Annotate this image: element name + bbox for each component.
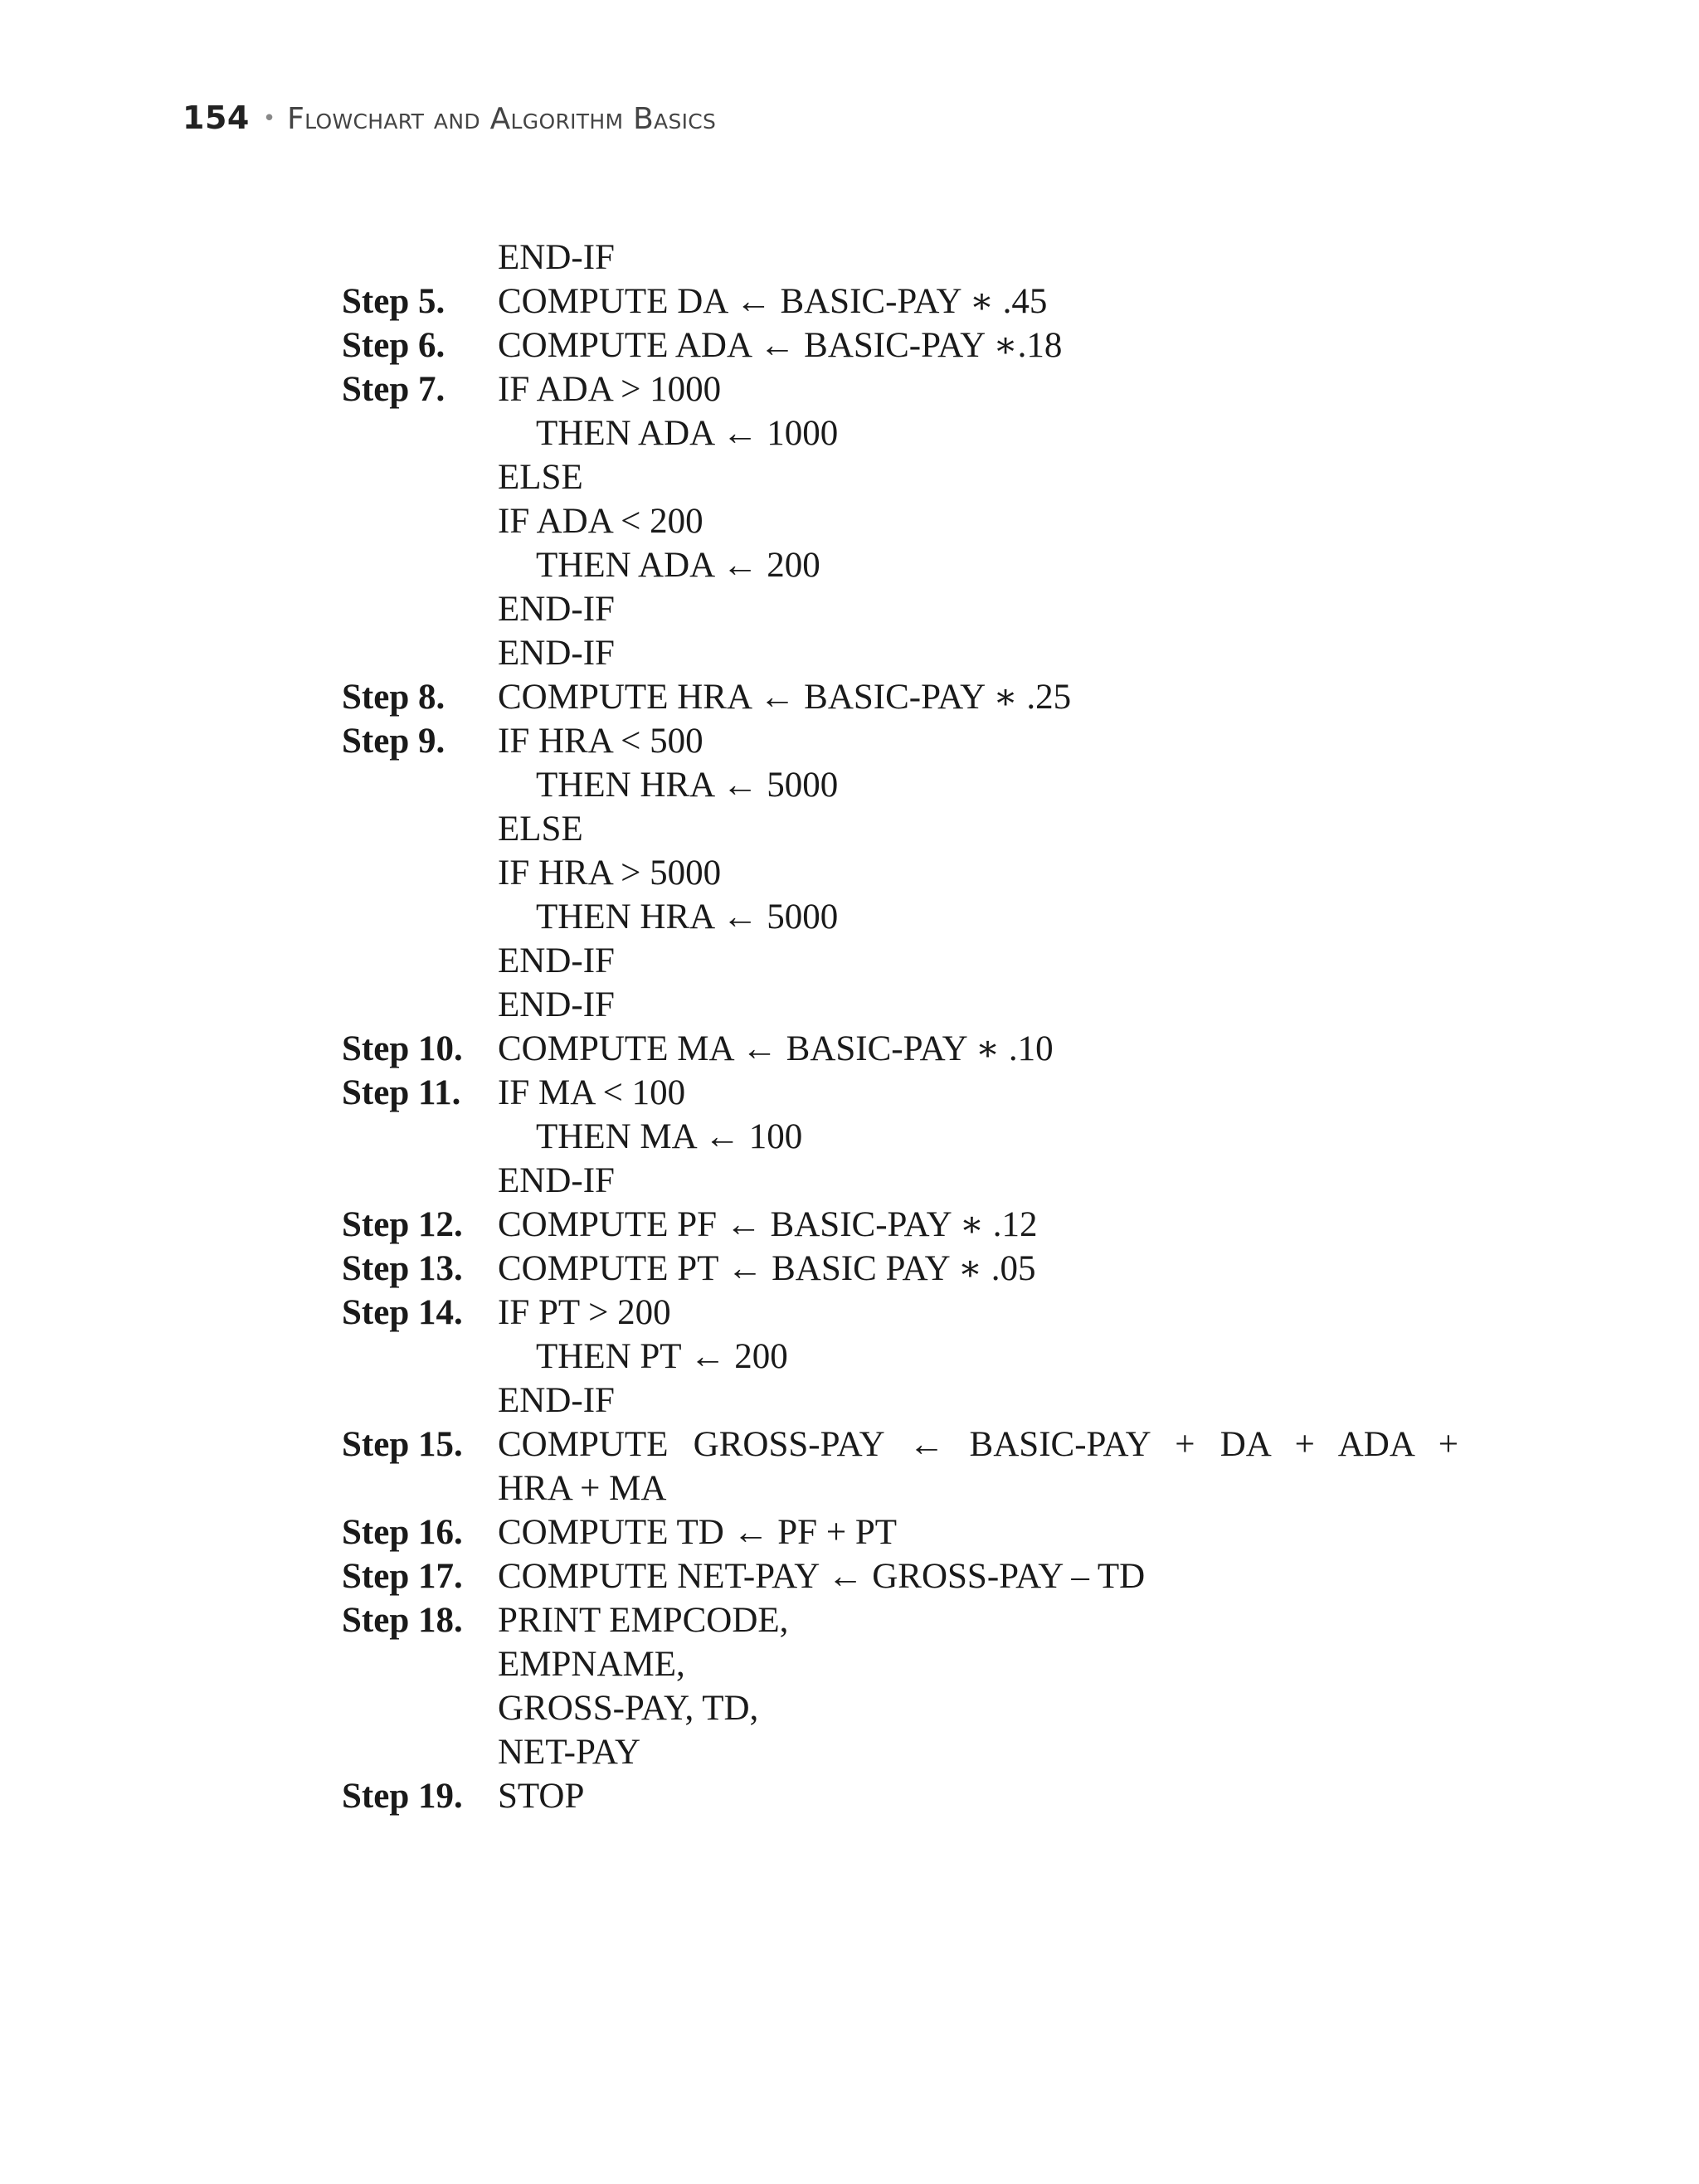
algorithm-line [342, 851, 1487, 895]
running-title: Flowchart and Algorithm Basics [287, 102, 717, 136]
step-text: COMPUTE MA ← BASIC-PAY ∗ .10 [498, 1029, 1054, 1068]
running-head [183, 100, 716, 149]
step-label: Step 8. [342, 678, 445, 717]
page-number: 154 [183, 100, 250, 136]
step-text: THEN HRA ← 5000 [536, 897, 839, 936]
step-label: Step 10. [342, 1029, 463, 1068]
step-text: COMPUTE HRA ← BASIC-PAY ∗ .25 [498, 678, 1072, 717]
algorithm-line [342, 1071, 1487, 1115]
step-label: Step 7. [342, 370, 445, 409]
step-text: COMPUTE PT ← BASIC PAY ∗ .05 [498, 1249, 1036, 1288]
algorithm-line [342, 236, 1487, 280]
step-text: THEN ADA ← 1000 [536, 414, 839, 453]
algorithm-line [342, 1686, 1487, 1730]
algorithm-line [342, 675, 1487, 719]
algorithm-line [342, 631, 1487, 675]
algorithm-line [342, 1774, 1487, 1818]
algorithm-line [342, 1291, 1487, 1335]
step-text: END-IF [498, 1161, 615, 1200]
step-text: THEN MA ← 100 [536, 1117, 803, 1156]
step-text: THEN HRA ← 5000 [536, 766, 839, 805]
step-label: Step 16. [342, 1513, 463, 1552]
algorithm-line [342, 1642, 1487, 1686]
algorithm-line [342, 807, 1487, 851]
algorithm-line [342, 455, 1487, 499]
step-text: ELSE [498, 810, 583, 849]
algorithm-line [342, 1598, 1487, 1642]
step-text: IF ADA < 200 [498, 502, 703, 541]
algorithm-line [342, 1335, 1487, 1379]
step-text: HRA + MA [498, 1469, 667, 1508]
algorithm-line [342, 1203, 1487, 1247]
algorithm-line [342, 367, 1487, 411]
step-label: Step 12. [342, 1205, 463, 1244]
step-text: COMPUTE PF ← BASIC-PAY ∗ .12 [498, 1205, 1038, 1244]
step-text: END-IF [498, 1381, 615, 1420]
step-text: IF ADA > 1000 [498, 370, 722, 409]
step-text: GROSS-PAY, TD, [498, 1689, 759, 1728]
algorithm-line [342, 895, 1487, 939]
step-text: IF HRA > 5000 [498, 854, 722, 893]
step-text: PRINT EMPCODE, [498, 1601, 789, 1640]
step-text: IF PT > 200 [498, 1293, 671, 1332]
step-text: NET-PAY [498, 1733, 641, 1772]
algorithm-line [342, 1379, 1487, 1423]
algorithm-line [342, 1730, 1487, 1774]
step-text: COMPUTE DA ← BASIC-PAY ∗ .45 [498, 282, 1048, 321]
step-label: Step 9. [342, 722, 445, 761]
algorithm-line [342, 1423, 1487, 1467]
step-text: COMPUTE TD ← PF + PT [498, 1513, 898, 1552]
step-text: END-IF [498, 941, 615, 980]
algorithm-line [342, 1554, 1487, 1598]
algorithm-line [342, 499, 1487, 543]
algorithm-line [342, 280, 1487, 323]
step-text: EMPNAME, [498, 1645, 685, 1684]
algorithm-line [342, 719, 1487, 763]
step-text: IF HRA < 500 [498, 722, 703, 761]
step-text: COMPUTE ADA ← BASIC-PAY ∗.18 [498, 326, 1063, 365]
algorithm-line [342, 1159, 1487, 1203]
algorithm-line [342, 411, 1487, 455]
step-label: Step 17. [342, 1557, 463, 1596]
step-label: Step 6. [342, 326, 445, 365]
algorithm-listing [342, 236, 1487, 1818]
algorithm-line [342, 1115, 1487, 1159]
step-text: END-IF [498, 634, 615, 673]
step-text: END-IF [498, 985, 615, 1024]
step-label: Step 19. [342, 1777, 463, 1816]
algorithm-line [342, 1467, 1487, 1510]
algorithm-line [342, 587, 1487, 631]
algorithm-line [342, 323, 1487, 367]
step-text: COMPUTE GROSS-PAY ← BASIC-PAY + DA + ADA + [498, 1425, 1458, 1464]
algorithm-line [342, 1510, 1487, 1554]
algorithm-line [342, 543, 1487, 587]
bullet-separator: • [262, 106, 276, 131]
step-text: COMPUTE NET-PAY ← GROSS-PAY – TD [498, 1557, 1146, 1596]
step-label: Step 5. [342, 282, 445, 321]
step-label: Step 18. [342, 1601, 463, 1640]
step-label: Step 14. [342, 1293, 463, 1332]
step-text: THEN ADA ← 200 [536, 546, 820, 585]
algorithm-line [342, 1027, 1487, 1071]
step-label: Step 13. [342, 1249, 463, 1288]
step-text: STOP [498, 1777, 585, 1816]
step-text: THEN PT ← 200 [536, 1337, 788, 1376]
step-label: Step 15. [342, 1425, 463, 1464]
algorithm-line [342, 1247, 1487, 1291]
algorithm-line [342, 763, 1487, 807]
algorithm-line [342, 983, 1487, 1027]
step-text: END-IF [498, 590, 615, 629]
step-text: END-IF [498, 238, 615, 277]
algorithm-line [342, 939, 1487, 983]
step-text: IF MA < 100 [498, 1073, 686, 1112]
step-text: ELSE [498, 458, 583, 497]
step-label: Step 11. [342, 1073, 461, 1112]
